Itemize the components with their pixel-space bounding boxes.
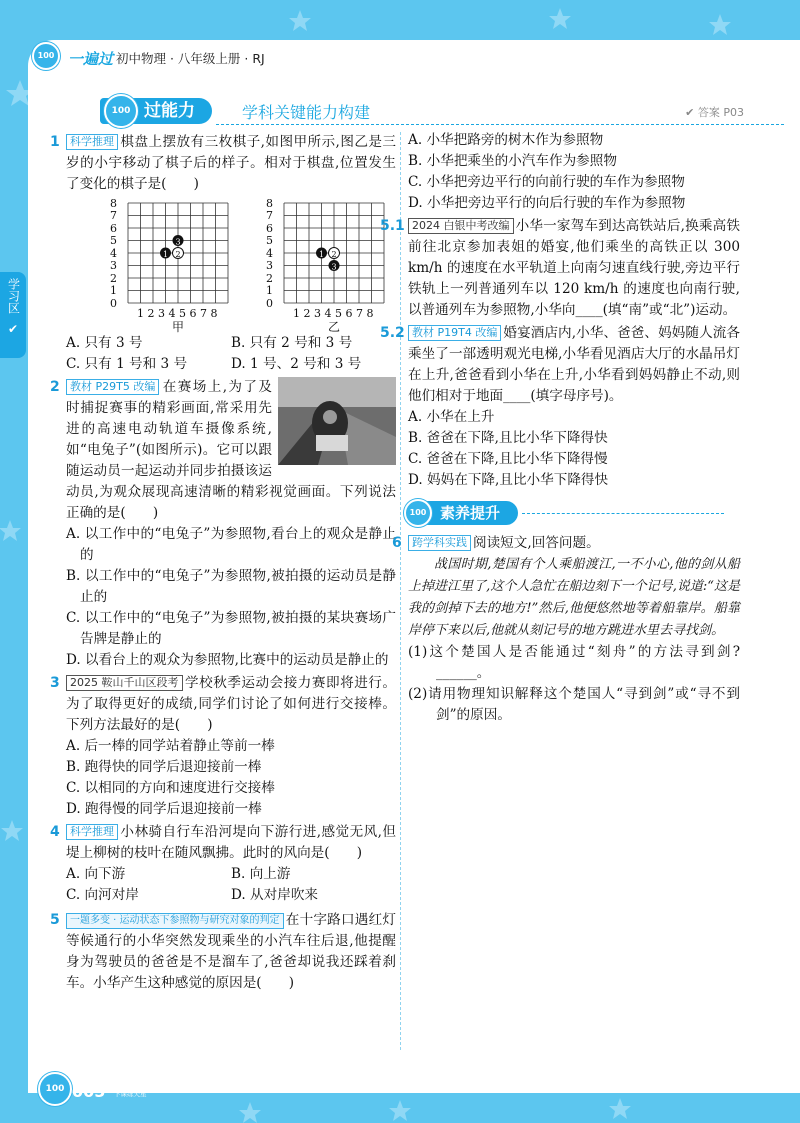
svg-text:1 2 3 4 5 6 7 8: 1 2 3 4 5 6 7 8	[137, 307, 218, 320]
question-6	[392, 533, 740, 726]
question-4	[50, 822, 396, 906]
question-number: 6	[392, 535, 402, 551]
footer-motto: 上课认真听 下课练天星	[114, 1082, 147, 1098]
svg-text:2: 2	[175, 250, 181, 259]
question-number: 1	[50, 134, 60, 150]
option-a[interactable]: A. 只有 3 号	[66, 335, 143, 351]
option-d[interactable]: D. 以看台上的观众为参照物,比赛中的运动员是静止的	[66, 652, 389, 668]
left-column	[50, 132, 396, 994]
svg-text:5: 5	[110, 234, 117, 247]
question-5	[50, 910, 396, 994]
question-3	[50, 673, 396, 820]
question-number: 5.2	[380, 325, 405, 341]
svg-text:8: 8	[266, 197, 273, 210]
question-text: 在十字路口遇红灯等候通行的小华突然发现乘坐的小汽车往后退,他提醒身为驾驶员的爸爸是不是溜车了,爸爸却说我还踩着刹车。小华产生这种感觉的原因是( )	[66, 912, 396, 991]
question-text: 学校秋季运动会接力赛即将进行。为了取得更好的成绩,同学们讨论了如何进行交接棒。下列方法最好的是( )	[66, 675, 396, 733]
option-b[interactable]: B. 爸爸在下降,且比小华下降得快	[408, 430, 608, 446]
mascot-footer-icon: 100	[38, 1072, 72, 1106]
svg-text:1: 1	[319, 250, 325, 259]
section-heading	[66, 94, 786, 128]
question-tag: 2025 鞍山千山区段考	[66, 675, 183, 691]
side-tab-label: 学习区	[6, 278, 21, 314]
option-c[interactable]: C. 爸爸在下降,且比小华下降得慢	[408, 451, 608, 467]
question-5-2	[380, 323, 740, 491]
board-b-label: 乙	[328, 320, 341, 334]
svg-text:6: 6	[266, 222, 273, 235]
section-2-divider	[522, 513, 724, 514]
question-tag: 教材 P19T4 改编	[408, 325, 501, 341]
option-b[interactable]: B. 只有 2 号和 3 号	[231, 335, 353, 351]
sub-question-1: (1)这个楚国人是否能通过“刻舟”的方法寻到剑?______。	[408, 644, 740, 681]
svg-text:6: 6	[110, 222, 117, 235]
option-c[interactable]: C. 向河对岸	[66, 887, 139, 903]
option-a[interactable]: A. 小华在上升	[408, 409, 495, 425]
option-d[interactable]: D. 1 号、2 号和 3 号	[231, 356, 362, 372]
question-tag: 一题多变 · 运动状态下参照物与研究对象的判定	[66, 913, 284, 929]
breadcrumb: 初中物理 · 八年级上册 · RJ	[116, 51, 265, 66]
option-b[interactable]: B. 小华把乘坐的小汽车作为参照物	[408, 153, 617, 169]
option-b[interactable]: B. 向上游	[231, 866, 291, 882]
brand-name: 一遍过	[68, 50, 114, 68]
section-subtitle: 学科关键能力构建	[242, 103, 371, 122]
option-d[interactable]: D. 从对岸吹来	[231, 887, 319, 903]
svg-text:4: 4	[110, 247, 117, 260]
page-footer	[0, 1058, 800, 1123]
option-c[interactable]: C. 以工作中的“电兔子”为参照物,被拍摄的某块赛场广告牌是静止的	[66, 610, 396, 647]
svg-text:2: 2	[331, 250, 337, 259]
question-intro: 阅读短文,回答问题。	[473, 535, 600, 551]
question-tag: 教材 P29T5 改编	[66, 379, 159, 395]
option-d[interactable]: D. 妈妈在下降,且比小华下降得快	[408, 472, 609, 488]
board-a-label: 甲	[172, 320, 185, 334]
answer-reference: ✔ 答案 P03	[685, 106, 744, 119]
question-tag: 跨学科实践	[408, 535, 471, 551]
section-divider	[216, 124, 784, 125]
reading-passage: 战国时期,楚国有个人乘船渡江,一不小心,他的剑从船上掉进江里了,这个人急忙在船边刻下一个记号,说道:“这是我的剑掉下去的地方!”然后,他便悠然地等着船靠岸。船靠岸停下来以后,他就从刻记号的地方跳进水里去寻找剑。	[408, 557, 740, 638]
question-tag: 2024 白银中考改编	[408, 218, 514, 234]
mascot-logo-icon: 100	[32, 42, 60, 70]
section-2-heading	[402, 499, 740, 529]
question-number: 5.1	[380, 218, 405, 234]
svg-text:3: 3	[175, 237, 181, 247]
option-d[interactable]: D. 跑得慢的同学后退迎接前一棒	[66, 801, 262, 817]
svg-text:1 2 3 4 5 6 7 8: 1 2 3 4 5 6 7 8	[293, 307, 374, 320]
svg-text:4: 4	[266, 247, 273, 260]
question-number: 5	[50, 912, 60, 928]
option-b[interactable]: B. 跑得快的同学后退迎接前一棒	[66, 759, 262, 775]
svg-text:3: 3	[331, 262, 337, 272]
svg-text:2: 2	[266, 272, 273, 285]
svg-text:5: 5	[266, 234, 273, 247]
question-text: 小华一家驾车到达高铁站后,换乘高铁前往北京参加表姐的婚宴,他们乘坐的高铁正以 300 km/h 的速度在水平轨道上向南匀速直线行驶,旁边平行铁轨上一列普通列车以 120 km/h 的速度也向南行驶,以普通列车为参照物,小华向____(填“南”或“北”)运动。	[408, 218, 740, 318]
question-text: 婚宴酒店内,小华、爸爸、妈妈随人流各乘坐了一部透明观光电梯,小华看见酒店大厅的水晶吊灯在上升,爸爸看到小华在上升,小华看到妈妈静止不动,则他们相对于地面____(填字母序号)。	[408, 325, 740, 404]
svg-text:3: 3	[110, 259, 117, 272]
mascot-badge-icon: 100	[404, 499, 432, 527]
rail-camera-photo	[278, 377, 396, 465]
section-2-title: 素养提升	[414, 501, 518, 525]
question-tag: 科学推理	[66, 824, 118, 840]
mascot-badge-icon: 100	[104, 94, 138, 128]
option-b[interactable]: B. 以工作中的“电兔子”为参照物,被拍摄的运动员是静止的	[66, 568, 396, 605]
section-title: 过能力	[100, 98, 212, 124]
svg-text:1: 1	[266, 284, 273, 297]
question-5-options	[408, 130, 740, 214]
options	[66, 333, 396, 375]
svg-text:3: 3	[266, 259, 273, 272]
question-number: 3	[50, 675, 60, 691]
svg-text:8: 8	[110, 197, 117, 210]
option-c[interactable]: C. 以相同的方向和速度进行交接棒	[66, 780, 275, 796]
check-icon: ✔	[7, 322, 19, 336]
option-c[interactable]: C. 小华把旁边平行的向前行驶的车作为参照物	[408, 174, 685, 190]
question-text: 棋盘上摆放有三枚棋子,如图甲所示,图乙是三岁的小宇移动了棋子后的样子。相对于棋盘,位置发生了变化的棋子是( )	[66, 134, 396, 192]
svg-text:1: 1	[110, 284, 117, 297]
option-a[interactable]: A. 后一棒的同学站着静止等前一棒	[66, 738, 275, 754]
side-tab[interactable]	[0, 272, 26, 358]
page-header	[28, 40, 800, 80]
question-text: 在赛场上,为了及时捕捉赛事的精彩画面,常采用先进的高速电动轨道车摄像系统,如“电兔子”(如图所示)。它可以跟随运动员一起运动并同步拍摄该运动员,为观众展现高速清晰的精彩视觉画面。下列说法正确的是( )	[66, 379, 396, 521]
question-tag: 科学推理	[66, 134, 118, 150]
column-divider	[400, 132, 401, 1050]
sub-question-2: (2)请用物理知识解释这个楚国人“寻到剑”或“寻不到剑”的原因。	[408, 686, 740, 723]
svg-text:1: 1	[163, 250, 169, 259]
question-number: 2	[50, 379, 60, 395]
svg-text:7: 7	[266, 209, 273, 222]
right-column	[380, 132, 740, 726]
question-number: 4	[50, 824, 60, 840]
option-c[interactable]: C. 只有 1 号和 3 号	[66, 356, 188, 372]
svg-text:0: 0	[266, 297, 273, 310]
chess-boards-figure	[66, 197, 396, 333]
option-a[interactable]: A. 向下游	[66, 866, 126, 882]
option-a[interactable]: A. 小华把路旁的树木作为参照物	[408, 132, 604, 148]
question-1	[50, 132, 396, 375]
svg-text:2: 2	[110, 272, 117, 285]
question-2	[50, 377, 396, 671]
options	[66, 864, 396, 906]
page-number: 005	[72, 1082, 106, 1101]
chess-board-svg	[66, 197, 396, 333]
question-text: 小林骑自行车沿河堤向下游行进,感觉无风,但堤上柳树的枝叶在随风飘拂。此时的风向是( )	[66, 824, 396, 861]
question-5-1	[380, 216, 740, 321]
svg-text:7: 7	[110, 209, 117, 222]
option-a[interactable]: A. 以工作中的“电兔子”为参照物,看台上的观众是静止的	[66, 526, 396, 563]
svg-text:0: 0	[110, 297, 117, 310]
option-d[interactable]: D. 小华把旁边平行的向后行驶的车作为参照物	[408, 195, 686, 211]
